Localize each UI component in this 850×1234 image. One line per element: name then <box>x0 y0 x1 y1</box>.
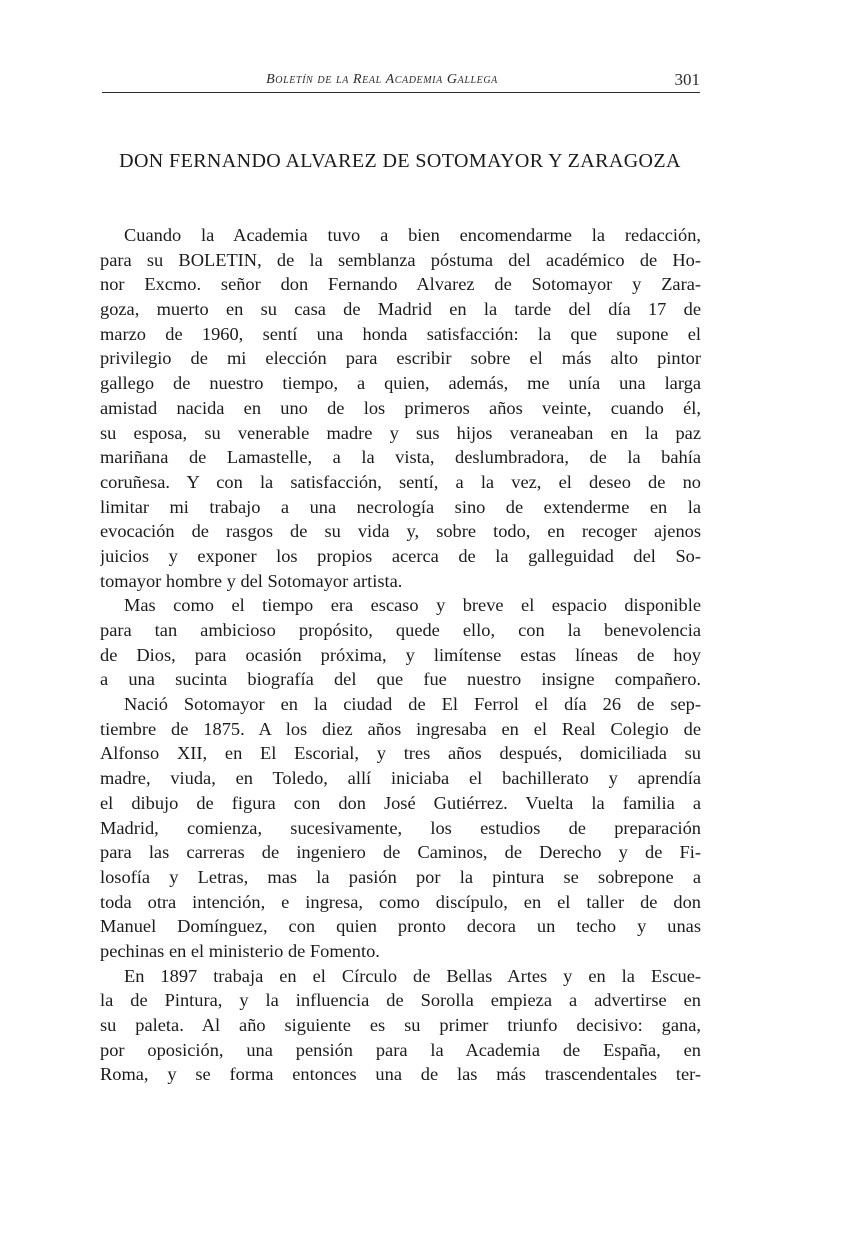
body-line: Alfonso XII, en El Escorial, y tres años después, domiciliada su <box>100 743 701 764</box>
body-line: Madrid, comienza, sucesivamente, los estudios de preparación <box>100 817 701 838</box>
body-line: toda otra intención, e ingresa, como discípulo, en el taller de don <box>100 891 701 912</box>
body-line: de Dios, para ocasión próxima, y limítense estas líneas de hoy <box>100 644 701 665</box>
article-title: DON FERNANDO ALVAREZ DE SOTOMAYOR Y ZARAGOZA <box>119 150 681 172</box>
body-line: nor Excmo. señor don Fernando Alvarez de Sotomayor y Zara- <box>100 274 701 295</box>
running-header <box>102 62 700 93</box>
body-line: privilegio de mi elección para escribir sobre el más alto pintor <box>100 348 701 369</box>
body-line: Mas como el tiempo era escaso y breve el espacio disponible <box>124 595 701 616</box>
running-title: Boletín de la Real Academia Gallega <box>266 72 498 87</box>
body-line: coruñesa. Y con la satisfacción, sentí, a la vez, el deseo de no <box>100 471 701 492</box>
body-line: el dibujo de figura con don José Gutiérrez. Vuelta la familia a <box>100 792 701 813</box>
body-line: tomayor hombre y del Sotomayor artista. <box>100 570 403 591</box>
body-line: evocación de rasgos de su vida y, sobre todo, en recoger ajenos <box>100 521 701 542</box>
body-line: la de Pintura, y la influencia de Sorolla empieza a advertirse en <box>100 990 701 1011</box>
body-line: losofía y Letras, mas la pasión por la pintura se sobrepone a <box>100 866 701 887</box>
body-line: juicios y exponer los propios acerca de la galleguidad del So- <box>100 545 701 566</box>
body-line: tiembre de 1875. A los diez años ingresaba en el Real Colegio de <box>100 718 701 739</box>
body-line: Nació Sotomayor en la ciudad de El Ferrol el día 26 de sep- <box>124 694 701 715</box>
body-line: goza, muerto en su casa de Madrid en la tarde del día 17 de <box>100 299 701 320</box>
body-line: su esposa, su venerable madre y sus hijos veraneaban en la paz <box>100 422 701 443</box>
body-line: pechinas en el ministerio de Fomento. <box>100 940 380 961</box>
body-line: su paleta. Al año siguiente es su primer triunfo decisivo: gana, <box>100 1015 701 1035</box>
body-line: mariñana de Lamastelle, a la vista, deslumbradora, de la bahía <box>100 447 701 468</box>
body-line: madre, viuda, en Toledo, allí iniciaba el bachillerato y aprendía <box>100 768 701 789</box>
body-line: para las carreras de ingeniero de Caminos, de Derecho y de Fi- <box>100 842 701 863</box>
body-line: para tan ambicioso propósito, quede ello, con la benevolencia <box>100 620 701 640</box>
body-line: a una sucinta biografía del que fue nuestro insigne compañero. <box>100 669 701 690</box>
body-line: Roma, y se forma entonces una de las más trascendentales ter- <box>100 1064 701 1085</box>
body-line: Cuando la Academia tuvo a bien encomendarme la redacción, <box>124 225 701 245</box>
body-line: En 1897 trabaja en el Círculo de Bellas Artes y en la Escue- <box>124 965 701 986</box>
page-number: 301 <box>674 70 700 89</box>
body-line: marzo de 1960, sentí una honda satisfacción: la que supone el <box>100 323 701 344</box>
body-line: Manuel Domínguez, con quien pronto decora un techo y unas <box>100 916 701 937</box>
body-line: limitar mi trabajo a una necrología sino de extenderme en la <box>100 496 701 517</box>
body-line: gallego de nuestro tiempo, a quien, además, me unía una larga <box>100 373 701 394</box>
body-line: amistad nacida en uno de los primeros años veinte, cuando él, <box>100 397 701 418</box>
body-line: por oposición, una pensión para la Academia de España, en <box>100 1039 701 1060</box>
body-line: para su BOLETIN, de la semblanza póstuma del académico de Ho- <box>100 249 701 270</box>
article-body <box>100 223 701 1087</box>
